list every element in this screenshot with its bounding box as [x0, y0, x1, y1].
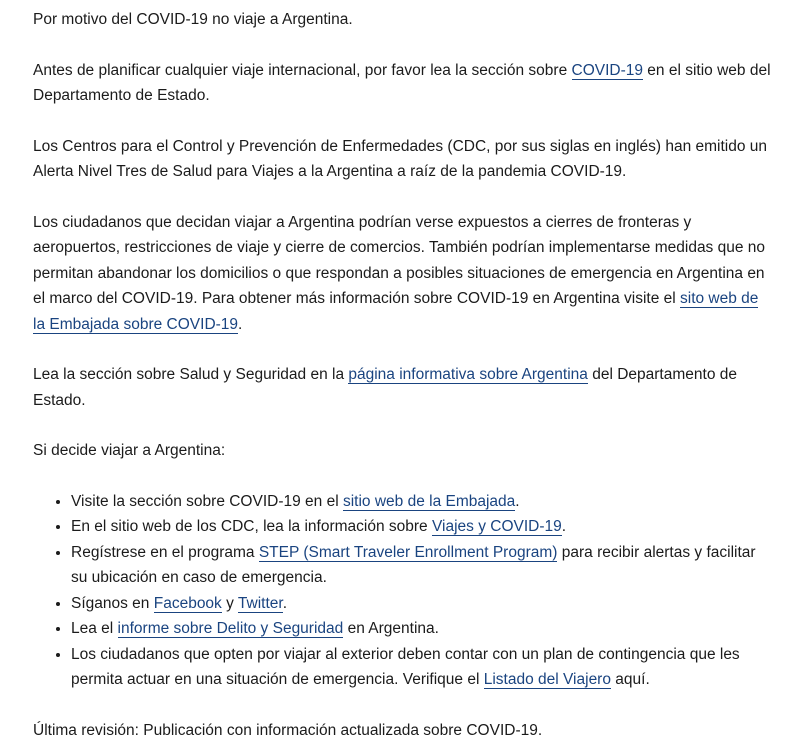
- covid19-link[interactable]: COVID-19: [572, 62, 644, 80]
- argentina-info-page-link[interactable]: página informativa sobre Argentina: [348, 366, 588, 384]
- list-item: • Síganos en Facebook y Twitter.: [71, 591, 773, 617]
- health-text-before: Lea la sección sobre Salud y Seguridad en la: [33, 366, 348, 383]
- plan-text-after: en el sitio web del Departamento de Estado.: [33, 62, 771, 105]
- crime-safety-report-link[interactable]: informe sobre Delito y Seguridad: [118, 620, 344, 638]
- list-item: • Regístrese en el programa STEP (Smart Traveler Enrollment Program) para recibir alertas y facilitar su ubicación en caso de emergencia.: [71, 540, 773, 591]
- plan-paragraph: [33, 58, 773, 109]
- list-item: • Visite la sección sobre COVID-19 en el sitio web de la Embajada.: [71, 489, 773, 515]
- embassy-covid-link[interactable]: sito web de la Embajada sobre COVID-19: [33, 290, 758, 334]
- health-paragraph: [33, 362, 773, 413]
- health-text-after: del Departamento de Estado.: [33, 366, 737, 409]
- traveler-checklist-link[interactable]: Listado del Viajero: [484, 671, 611, 689]
- cdc-paragraph: [33, 134, 773, 185]
- intro-paragraph: [33, 7, 773, 33]
- citizens-text-before: Los ciudadanos que decidan viajar a Argentina podrían verse expuestos a cierres de fronteras y aeropuertos, restricciones de viaje y cierre de comercios. También podrían implementarse medidas que no permitan abandonar los domicilios o que respondan a posibles situaciones de emergencia en Argentina en el marco del COVID-19. Para obtener más información sobre COVID-19 en Argentina visite el: [33, 214, 765, 308]
- embassy-website-link[interactable]: sitio web de la Embajada: [343, 493, 515, 511]
- list-item: • En el sitio web de los CDC, lea la información sobre Viajes y COVID-19.: [71, 514, 773, 540]
- last-revision: [33, 718, 773, 743]
- intro-text: Por motivo del COVID-19 no viaje a Argentina.: [33, 11, 353, 28]
- citizens-paragraph: [33, 210, 773, 338]
- twitter-link[interactable]: Twitter: [238, 595, 283, 613]
- facebook-link[interactable]: Facebook: [154, 595, 222, 613]
- cdc-text: Los Centros para el Control y Prevención de Enfermedades (CDC, por sus siglas en inglés) han emitido un Alerta Nivel Tres de Salud para Viajes a la Argentina a raíz de la pandemia COVID-19.: [33, 138, 767, 181]
- last-revision-text: Última revisión: Publicación con información actualizada sobre COVID-19.: [33, 722, 542, 739]
- if-travel-text: Si decide viajar a Argentina:: [33, 442, 225, 459]
- list-item: • Los ciudadanos que opten por viajar al exterior deben contar con un plan de contingencia que les permita actuar en una situación de emergencia. Verifique el Listado del Viajero aquí.: [71, 642, 773, 693]
- citizens-text-after: .: [238, 316, 242, 333]
- list-item: • Lea el informe sobre Delito y Seguridad en Argentina.: [71, 616, 773, 642]
- travel-covid19-link[interactable]: Viajes y COVID-19: [432, 518, 562, 536]
- step-program-link[interactable]: STEP (Smart Traveler Enrollment Program): [259, 544, 558, 562]
- if-travel-paragraph: [33, 438, 773, 464]
- plan-text-before: Antes de planificar cualquier viaje internacional, por favor lea la sección sobre: [33, 62, 572, 79]
- travel-checklist: [33, 489, 773, 693]
